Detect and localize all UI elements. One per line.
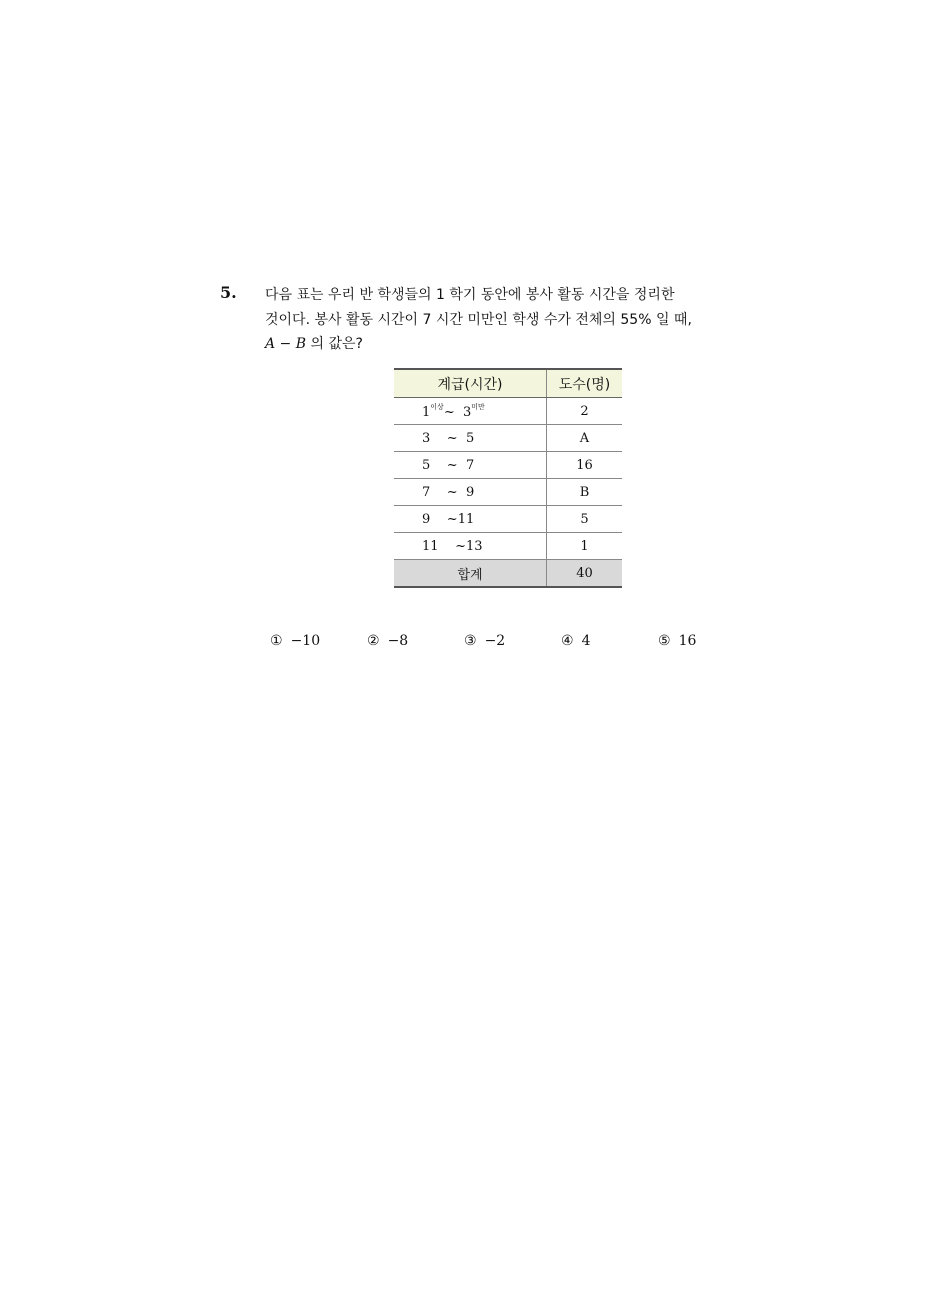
choice-5-mark: ⑤ xyxy=(658,633,671,649)
frequency-cell: 2 xyxy=(547,398,623,425)
total-value: 40 xyxy=(547,560,623,588)
table-row xyxy=(394,425,622,452)
class-lower: 1 xyxy=(422,405,431,420)
choice-2[interactable] xyxy=(367,633,408,649)
header-class: 계급(시간) xyxy=(394,369,547,398)
table-total-row xyxy=(394,560,622,588)
class-cell: 3 ~ 5 xyxy=(394,425,547,452)
class-cell: 5 ~ 7 xyxy=(394,452,547,479)
class-upper: 3 xyxy=(462,405,472,420)
superscript-miman: 미만 xyxy=(471,403,485,411)
question-line-3 xyxy=(265,332,735,357)
frequency-cell: 5 xyxy=(547,506,623,533)
question-line-2: 것이다. 봉사 활동 시간이 7 시간 미만인 학생 수가 전체의 55% 일 때, xyxy=(265,311,692,328)
total-label: 합계 xyxy=(394,560,547,588)
header-frequency: 도수(명) xyxy=(547,369,623,398)
table-row xyxy=(394,479,622,506)
choice-4-mark: ④ xyxy=(561,633,574,649)
choice-1[interactable] xyxy=(270,633,320,649)
class-cell: 11 ~13 xyxy=(394,533,547,560)
frequency-cell: 1 xyxy=(547,533,623,560)
choice-3-mark: ③ xyxy=(464,633,477,649)
table-row xyxy=(394,452,622,479)
choice-4[interactable] xyxy=(561,633,590,649)
class-cell: 7 ~ 9 xyxy=(394,479,547,506)
tilde: ~ xyxy=(443,405,455,420)
choice-3[interactable] xyxy=(464,633,505,649)
choice-5[interactable] xyxy=(658,633,696,649)
question-line-1: 다음 표는 우리 반 학생들의 1 학기 동안에 봉사 활동 시간을 정리한 xyxy=(265,287,675,303)
choice-2-value: −8 xyxy=(387,633,409,649)
math-expression: A − B xyxy=(265,336,307,352)
frequency-table-container xyxy=(394,368,622,588)
question-number: 5. xyxy=(220,283,237,302)
table-header-row xyxy=(394,369,622,398)
choice-5-value: 16 xyxy=(678,633,697,649)
table-row xyxy=(394,506,622,533)
frequency-cell: A xyxy=(547,425,623,452)
frequency-cell: 16 xyxy=(547,452,623,479)
question-line-3-text: 의 값은? xyxy=(306,336,363,352)
choice-3-value: −2 xyxy=(484,633,506,649)
choice-4-value: 4 xyxy=(581,633,591,649)
frequency-table xyxy=(394,368,622,588)
choice-1-value: −10 xyxy=(290,633,321,649)
superscript-ige: 이상 xyxy=(430,403,444,411)
table-row xyxy=(394,533,622,560)
class-cell xyxy=(394,398,547,425)
choice-2-mark: ② xyxy=(367,633,380,649)
question-text xyxy=(265,283,735,357)
class-cell: 9 ~11 xyxy=(394,506,547,533)
choice-1-mark: ① xyxy=(270,633,283,649)
table-row xyxy=(394,398,622,425)
frequency-cell: B xyxy=(547,479,623,506)
